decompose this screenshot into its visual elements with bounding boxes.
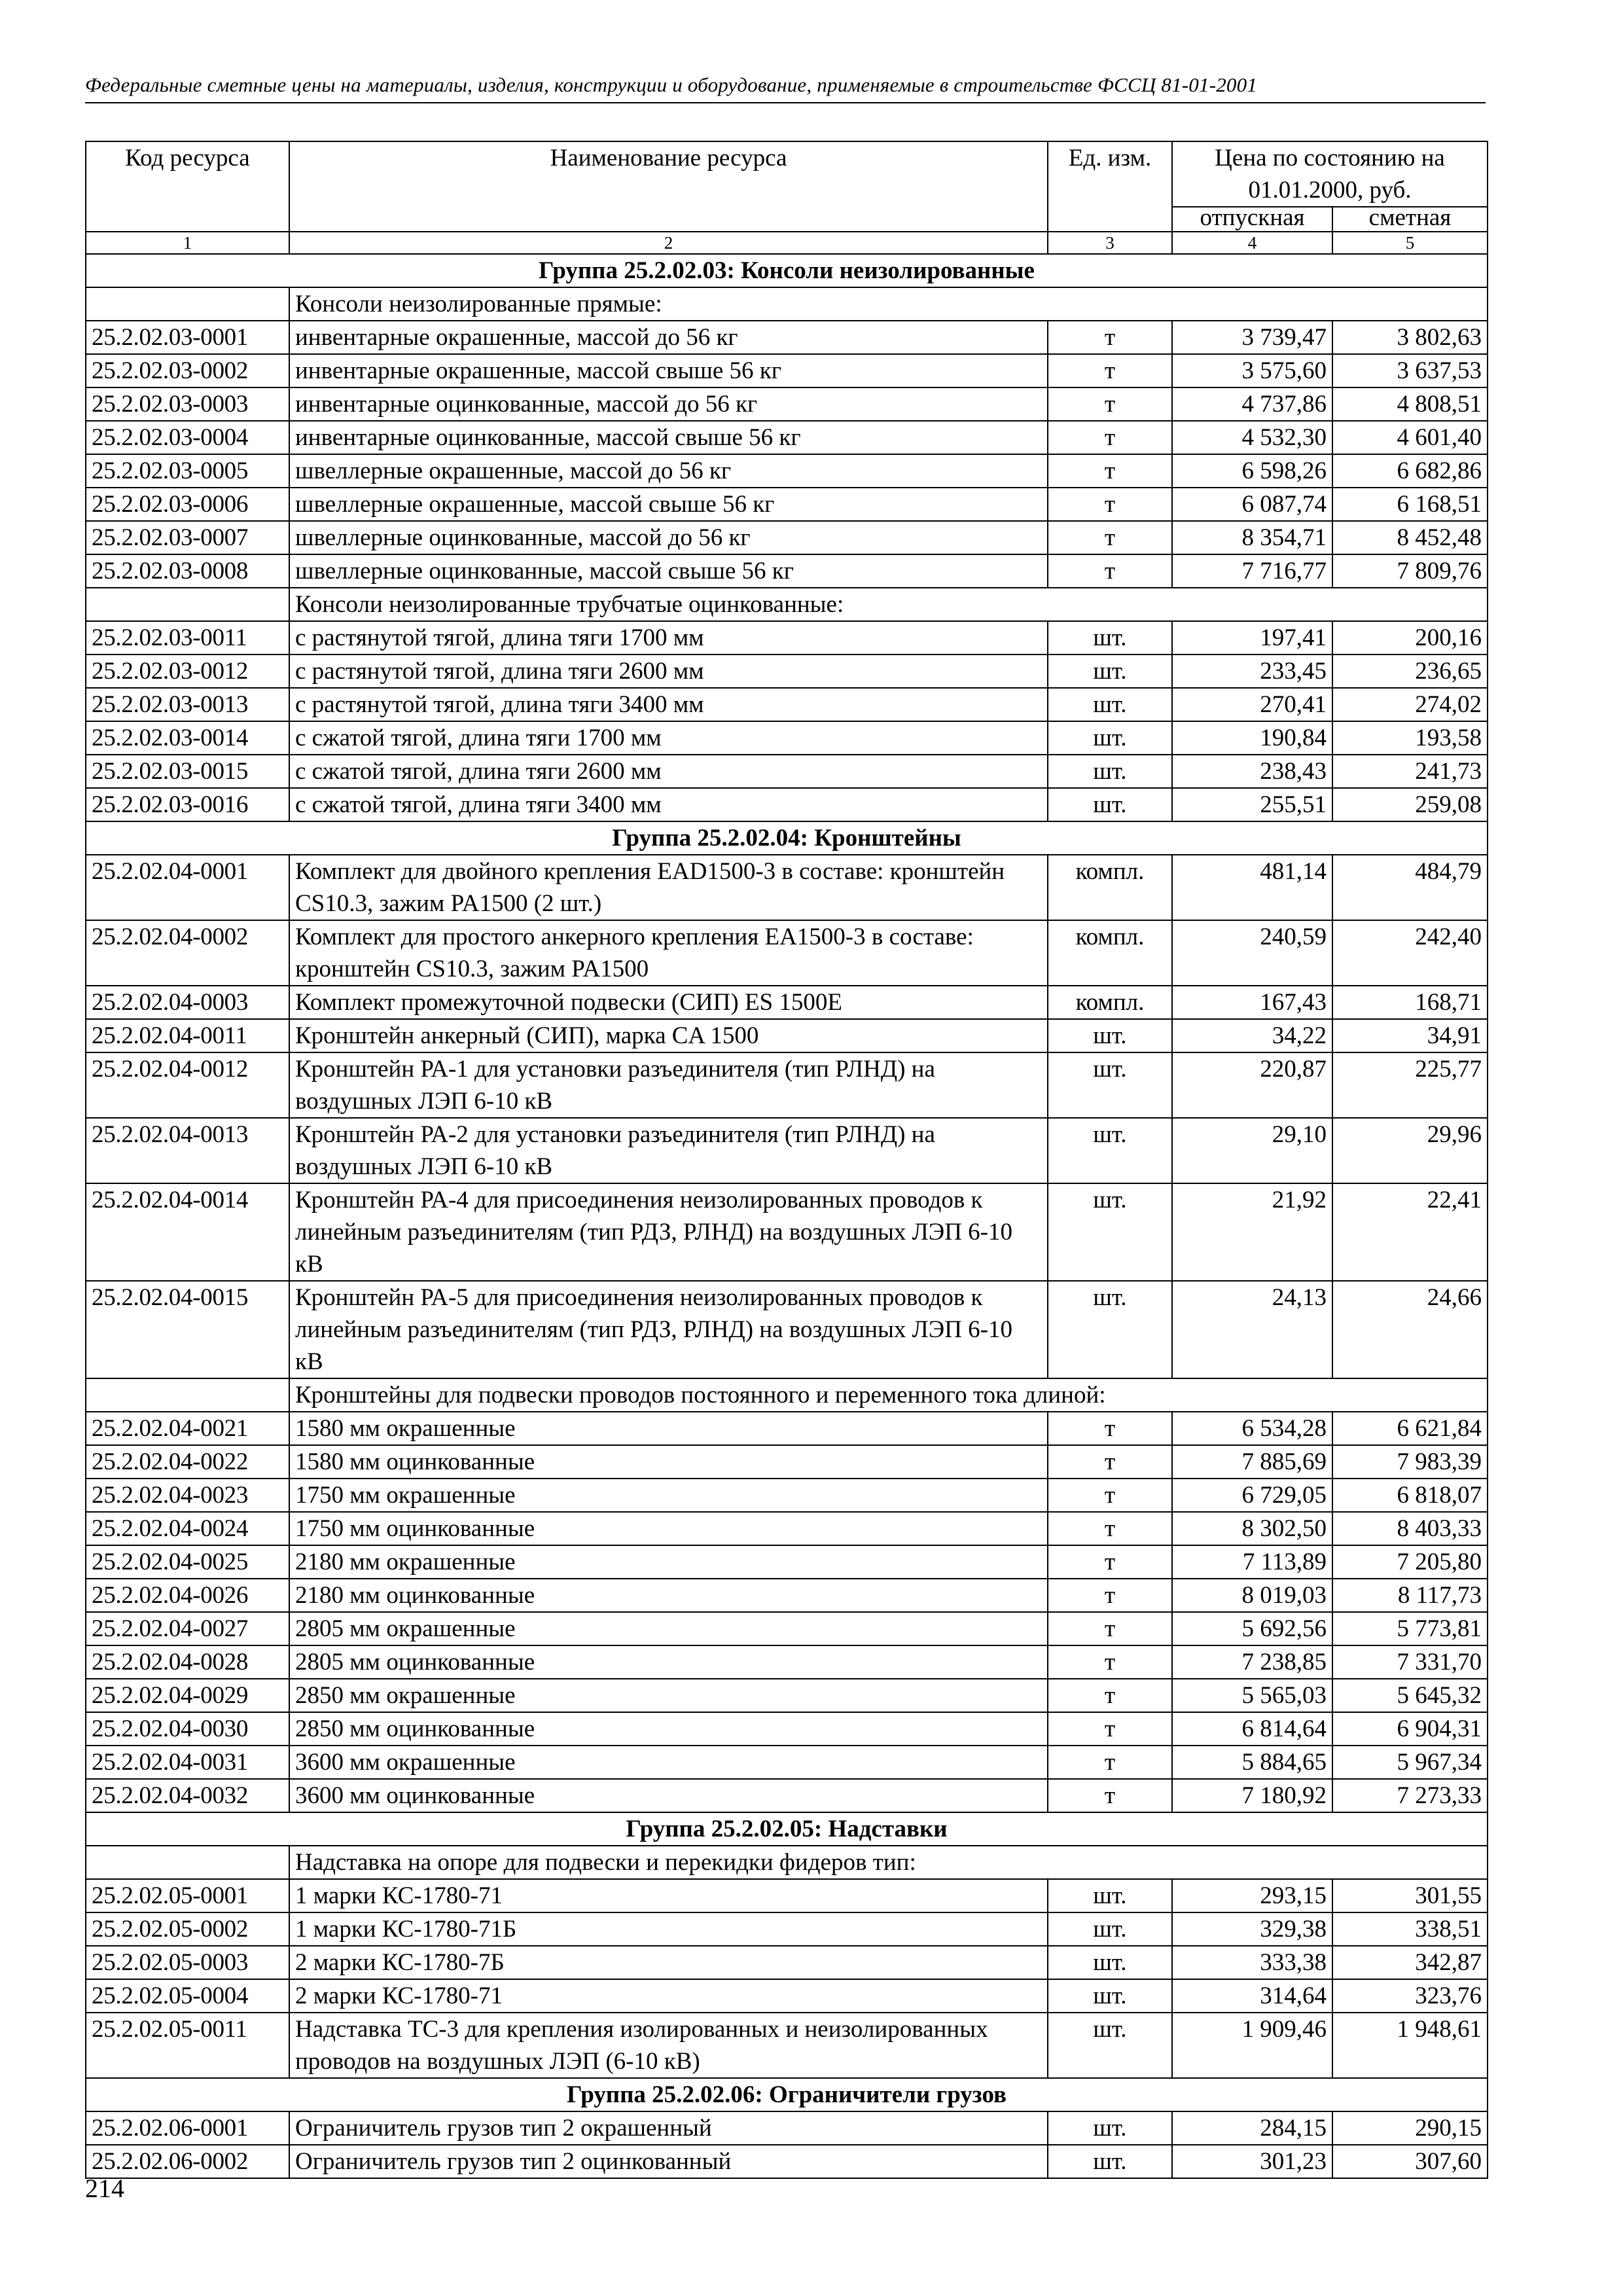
estimate-price: 225,77 [1332, 1052, 1488, 1118]
table-row [86, 920, 1488, 986]
estimate-price: 290,15 [1332, 2111, 1488, 2145]
estimate-price: 301,55 [1332, 1879, 1488, 1912]
table-row [86, 1912, 1488, 1946]
resource-code: 25.2.02.04-0027 [86, 1612, 289, 1645]
release-price: 481,14 [1172, 855, 1332, 920]
estimate-price: 24,66 [1332, 1281, 1488, 1378]
unit-cell: шт. [1048, 2013, 1172, 2078]
estimate-price: 259,08 [1332, 788, 1488, 821]
release-price: 293,15 [1172, 1879, 1332, 1912]
group-row [86, 2078, 1488, 2111]
table-row [86, 321, 1488, 354]
group-row [86, 254, 1488, 287]
estimate-price: 241,73 [1332, 755, 1488, 788]
unit-cell: шт. [1048, 1912, 1172, 1946]
estimate-price: 7 331,70 [1332, 1645, 1488, 1679]
unit-cell: шт. [1048, 721, 1172, 755]
resource-name: швеллерные оцинкованные, массой свыше 56 кг [289, 554, 1048, 588]
resource-code: 25.2.02.04-0023 [86, 1479, 289, 1512]
resource-name: 2 марки КС-1780-71 [289, 1979, 1048, 2013]
col-number-2: 2 [289, 232, 1048, 254]
resource-name: 2805 мм оцинкованные [289, 1645, 1048, 1679]
release-price: 220,87 [1172, 1052, 1332, 1118]
subheading-text: Кронштейны для подвески проводов постоянного и переменного тока длиной: [289, 1378, 1488, 1412]
estimate-price: 7 205,80 [1332, 1545, 1488, 1579]
unit-cell: шт. [1048, 621, 1172, 655]
release-price: 1 909,46 [1172, 2013, 1332, 2078]
release-price: 7 885,69 [1172, 1445, 1332, 1479]
col-number-4: 4 [1172, 232, 1332, 254]
release-price: 5 565,03 [1172, 1679, 1332, 1712]
table-row [86, 1612, 1488, 1645]
header-rule [85, 102, 1486, 103]
col-header-release: отпускная [1172, 207, 1332, 232]
estimate-price: 5 967,34 [1332, 1746, 1488, 1779]
table-body [86, 254, 1488, 2178]
resource-name: 1580 мм окрашенные [289, 1412, 1048, 1445]
release-price: 6 729,05 [1172, 1479, 1332, 1512]
resource-name: 2850 мм оцинкованные [289, 1712, 1048, 1746]
estimate-price: 8 403,33 [1332, 1512, 1488, 1545]
resource-name: Комплект промежуточной подвески (СИП) ES 1500E [289, 986, 1048, 1019]
unit-cell: т [1048, 488, 1172, 521]
release-price: 8 302,50 [1172, 1512, 1332, 1545]
table-row [86, 1445, 1488, 1479]
release-price: 3 575,60 [1172, 354, 1332, 387]
table-row [86, 454, 1488, 488]
table-row [86, 1579, 1488, 1612]
table-row [86, 1712, 1488, 1746]
subheading-row [86, 1846, 1488, 1879]
resource-code: 25.2.02.04-0028 [86, 1645, 289, 1679]
estimate-price: 6 818,07 [1332, 1479, 1488, 1512]
unit-cell: т [1048, 354, 1172, 387]
resource-name: Кронштейн РА-5 для присоединения неизолированных проводов к линейным разъединителям (тип РДЗ, РЛНД) на воздушных ЛЭП 6-10 кВ [289, 1281, 1048, 1378]
resource-code: 25.2.02.04-0032 [86, 1779, 289, 1812]
release-price: 3 739,47 [1172, 321, 1332, 354]
resource-name: с сжатой тягой, длина тяги 1700 мм [289, 721, 1048, 755]
subheading-row [86, 588, 1488, 621]
unit-cell: т [1048, 1679, 1172, 1712]
release-price: 7 238,85 [1172, 1645, 1332, 1679]
col-number-3: 3 [1048, 232, 1172, 254]
table-row [86, 1052, 1488, 1118]
resource-code: 25.2.02.04-0013 [86, 1118, 289, 1183]
estimate-price: 307,60 [1332, 2145, 1488, 2178]
resource-code: 25.2.02.04-0030 [86, 1712, 289, 1746]
release-price: 238,43 [1172, 755, 1332, 788]
resource-name: 2850 мм окрашенные [289, 1679, 1048, 1712]
subheading-row [86, 1378, 1488, 1412]
estimate-price: 484,79 [1332, 855, 1488, 920]
table-row [86, 688, 1488, 721]
group-row [86, 821, 1488, 855]
release-price: 34,22 [1172, 1019, 1332, 1052]
release-price: 233,45 [1172, 655, 1332, 688]
resource-name: 2180 мм оцинкованные [289, 1579, 1048, 1612]
unit-cell: т [1048, 1612, 1172, 1645]
resource-code: 25.2.02.04-0025 [86, 1545, 289, 1579]
unit-cell: шт. [1048, 2145, 1172, 2178]
unit-cell: т [1048, 1779, 1172, 1812]
col-header-name: Наименование ресурса [289, 141, 1048, 232]
resource-name: швеллерные оцинкованные, массой до 56 кг [289, 521, 1048, 554]
page-number: 214 [85, 2174, 124, 2203]
resource-name: Кронштейн РА-1 для установки разъединителя (тип РЛНД) на воздушных ЛЭП 6-10 кВ [289, 1052, 1048, 1118]
subheading-code-cell [86, 1846, 289, 1879]
resource-name: 3600 мм окрашенные [289, 1746, 1048, 1779]
subheading-code-cell [86, 588, 289, 621]
release-price: 5 884,65 [1172, 1746, 1332, 1779]
resource-code: 25.2.02.04-0015 [86, 1281, 289, 1378]
resource-code: 25.2.02.05-0003 [86, 1946, 289, 1979]
resource-code: 25.2.02.03-0016 [86, 788, 289, 821]
resource-name: Кронштейн анкерный (СИП), марка CA 1500 [289, 1019, 1048, 1052]
resource-code: 25.2.02.03-0013 [86, 688, 289, 721]
release-price: 29,10 [1172, 1118, 1332, 1183]
price-table [85, 141, 1488, 2179]
table-row [86, 755, 1488, 788]
table-row [86, 1479, 1488, 1512]
resource-code: 25.2.02.03-0002 [86, 354, 289, 387]
resource-code: 25.2.02.04-0026 [86, 1579, 289, 1612]
subheading-text: Консоли неизолированные трубчатые оцинкованные: [289, 588, 1488, 621]
estimate-price: 3 802,63 [1332, 321, 1488, 354]
release-price: 4 532,30 [1172, 421, 1332, 454]
resource-name: инвентарные оцинкованные, массой до 56 кг [289, 387, 1048, 421]
estimate-price: 7 983,39 [1332, 1445, 1488, 1479]
estimate-price: 1 948,61 [1332, 2013, 1488, 2078]
estimate-price: 242,40 [1332, 920, 1488, 986]
resource-code: 25.2.02.04-0031 [86, 1746, 289, 1779]
table-row [86, 655, 1488, 688]
table-row [86, 1645, 1488, 1679]
group-row [86, 1812, 1488, 1846]
unit-cell: шт. [1048, 1879, 1172, 1912]
resource-name: 2805 мм окрашенные [289, 1612, 1048, 1645]
estimate-price: 3 637,53 [1332, 354, 1488, 387]
group-title: Группа 25.2.02.05: Надставки [86, 1812, 1488, 1846]
estimate-price: 323,76 [1332, 1979, 1488, 2013]
table-row [86, 1412, 1488, 1445]
release-price: 21,92 [1172, 1183, 1332, 1281]
unit-cell: шт. [1048, 788, 1172, 821]
resource-code: 25.2.02.04-0022 [86, 1445, 289, 1479]
resource-code: 25.2.02.03-0003 [86, 387, 289, 421]
table-row [86, 1746, 1488, 1779]
estimate-price: 6 621,84 [1332, 1412, 1488, 1445]
table-row [86, 554, 1488, 588]
resource-name: Кронштейн РА-4 для присоединения неизолированных проводов к линейным разъединителям (тип РДЗ, РЛНД) на воздушных ЛЭП 6-10 кВ [289, 1183, 1048, 1281]
resource-name: 2 марки КС-1780-7Б [289, 1946, 1048, 1979]
table-row [86, 621, 1488, 655]
resource-name: инвентарные окрашенные, массой свыше 56 кг [289, 354, 1048, 387]
estimate-price: 7 273,33 [1332, 1779, 1488, 1812]
release-price: 240,59 [1172, 920, 1332, 986]
release-price: 8 354,71 [1172, 521, 1332, 554]
group-title: Группа 25.2.02.04: Кронштейны [86, 821, 1488, 855]
resource-name: 1 марки КС-1780-71Б [289, 1912, 1048, 1946]
estimate-price: 34,91 [1332, 1019, 1488, 1052]
resource-name: с растянутой тягой, длина тяги 3400 мм [289, 688, 1048, 721]
resource-code: 25.2.02.04-0024 [86, 1512, 289, 1545]
unit-cell: т [1048, 1445, 1172, 1479]
resource-code: 25.2.02.05-0002 [86, 1912, 289, 1946]
resource-code: 25.2.02.03-0004 [86, 421, 289, 454]
release-price: 314,64 [1172, 1979, 1332, 2013]
table-row [86, 1946, 1488, 1979]
unit-cell: шт. [1048, 1118, 1172, 1183]
col-number-5: 5 [1332, 232, 1488, 254]
estimate-price: 5 773,81 [1332, 1612, 1488, 1645]
resource-code: 25.2.02.06-0002 [86, 2145, 289, 2178]
page-header-title: Федеральные сметные цены на материалы, изделия, конструкции и оборудование, применяемые в строительстве ФССЦ 81-01-2001 [85, 73, 1258, 96]
table-row [86, 1118, 1488, 1183]
resource-name: 1750 мм оцинкованные [289, 1512, 1048, 1545]
resource-name: 1580 мм оцинкованные [289, 1445, 1048, 1479]
estimate-price: 5 645,32 [1332, 1679, 1488, 1712]
unit-cell: т [1048, 1479, 1172, 1512]
resource-name: 1750 мм окрашенные [289, 1479, 1048, 1512]
table-row [86, 986, 1488, 1019]
unit-cell: шт. [1048, 1281, 1172, 1378]
table-row [86, 2013, 1488, 2078]
subheading-row [86, 287, 1488, 321]
estimate-price: 236,65 [1332, 655, 1488, 688]
resource-code: 25.2.02.04-0029 [86, 1679, 289, 1712]
release-price: 270,41 [1172, 688, 1332, 721]
subheading-code-cell [86, 287, 289, 321]
unit-cell: компл. [1048, 986, 1172, 1019]
resource-code: 25.2.02.05-0011 [86, 2013, 289, 2078]
release-price: 6 814,64 [1172, 1712, 1332, 1746]
resource-code: 25.2.02.04-0001 [86, 855, 289, 920]
unit-cell: т [1048, 1545, 1172, 1579]
resource-code: 25.2.02.04-0021 [86, 1412, 289, 1445]
resource-code: 25.2.02.03-0008 [86, 554, 289, 588]
resource-name: Кронштейн РА-2 для установки разъединителя (тип РЛНД) на воздушных ЛЭП 6-10 кВ [289, 1118, 1048, 1183]
table-row [86, 788, 1488, 821]
release-price: 6 598,26 [1172, 454, 1332, 488]
resource-code: 25.2.02.03-0005 [86, 454, 289, 488]
resource-code: 25.2.02.04-0011 [86, 1019, 289, 1052]
estimate-price: 8 452,48 [1332, 521, 1488, 554]
col-header-estimate: сметная [1332, 207, 1488, 232]
release-price: 190,84 [1172, 721, 1332, 755]
unit-cell: шт. [1048, 2111, 1172, 2145]
resource-name: Ограничитель грузов тип 2 оцинкованный [289, 2145, 1048, 2178]
estimate-price: 193,58 [1332, 721, 1488, 755]
estimate-price: 338,51 [1332, 1912, 1488, 1946]
release-price: 7 113,89 [1172, 1545, 1332, 1579]
subheading-text: Надставка на опоре для подвески и перекидки фидеров тип: [289, 1846, 1488, 1879]
unit-cell: шт. [1048, 1946, 1172, 1979]
unit-cell: т [1048, 1512, 1172, 1545]
col-header-unit: Ед. изм. [1048, 141, 1172, 232]
release-price: 329,38 [1172, 1912, 1332, 1946]
unit-cell: шт. [1048, 755, 1172, 788]
table-row [86, 421, 1488, 454]
table-row [86, 521, 1488, 554]
resource-name: Комплект для двойного крепления EAD1500-3 в составе: кронштейн CS10.3, зажим PA1500 (2 шт.) [289, 855, 1048, 920]
resource-name: с сжатой тягой, длина тяги 3400 мм [289, 788, 1048, 821]
resource-name: с растянутой тягой, длина тяги 2600 мм [289, 655, 1048, 688]
table-row [86, 1183, 1488, 1281]
release-price: 8 019,03 [1172, 1579, 1332, 1612]
table-row [86, 488, 1488, 521]
unit-cell: шт. [1048, 1019, 1172, 1052]
unit-cell: т [1048, 521, 1172, 554]
resource-code: 25.2.02.06-0001 [86, 2111, 289, 2145]
group-title: Группа 25.2.02.06: Ограничители грузов [86, 2078, 1488, 2111]
resource-code: 25.2.02.04-0014 [86, 1183, 289, 1281]
resource-code: 25.2.02.03-0001 [86, 321, 289, 354]
release-price: 301,23 [1172, 2145, 1332, 2178]
release-price: 167,43 [1172, 986, 1332, 1019]
resource-name: 2180 мм окрашенные [289, 1545, 1048, 1579]
estimate-price: 342,87 [1332, 1946, 1488, 1979]
release-price: 333,38 [1172, 1946, 1332, 1979]
unit-cell: компл. [1048, 855, 1172, 920]
resource-name: Надставка ТС-3 для крепления изолированных и неизолированных проводов на воздушных ЛЭП (6-10 кВ) [289, 2013, 1048, 2078]
unit-cell: т [1048, 454, 1172, 488]
estimate-price: 168,71 [1332, 986, 1488, 1019]
resource-name: 1 марки КС-1780-71 [289, 1879, 1048, 1912]
resource-name: Комплект для простого анкерного крепления EA1500-3 в составе: кронштейн CS10.3, зажим PA1500 [289, 920, 1048, 986]
unit-cell: т [1048, 387, 1172, 421]
resource-name: Ограничитель грузов тип 2 окрашенный [289, 2111, 1048, 2145]
table-row [86, 1879, 1488, 1912]
estimate-price: 6 682,86 [1332, 454, 1488, 488]
estimate-price: 4 808,51 [1332, 387, 1488, 421]
table-row [86, 1545, 1488, 1579]
table-row [86, 1019, 1488, 1052]
resource-name: швеллерные окрашенные, массой свыше 56 кг [289, 488, 1048, 521]
subheading-code-cell [86, 1378, 289, 1412]
release-price: 255,51 [1172, 788, 1332, 821]
group-title: Группа 25.2.02.03: Консоли неизолированные [86, 254, 1488, 287]
estimate-price: 4 601,40 [1332, 421, 1488, 454]
release-price: 6 087,74 [1172, 488, 1332, 521]
release-price: 197,41 [1172, 621, 1332, 655]
table-row [86, 855, 1488, 920]
table-row [86, 1679, 1488, 1712]
unit-cell: компл. [1048, 920, 1172, 986]
estimate-price: 8 117,73 [1332, 1579, 1488, 1612]
release-price: 5 692,56 [1172, 1612, 1332, 1645]
table-row [86, 354, 1488, 387]
estimate-price: 200,16 [1332, 621, 1488, 655]
estimate-price: 274,02 [1332, 688, 1488, 721]
resource-code: 25.2.02.03-0012 [86, 655, 289, 688]
release-price: 6 534,28 [1172, 1412, 1332, 1445]
table-row [86, 2145, 1488, 2178]
unit-cell: шт. [1048, 655, 1172, 688]
release-price: 4 737,86 [1172, 387, 1332, 421]
release-price: 7 180,92 [1172, 1779, 1332, 1812]
unit-cell: т [1048, 554, 1172, 588]
unit-cell: т [1048, 1412, 1172, 1445]
estimate-price: 7 809,76 [1332, 554, 1488, 588]
resource-name: инвентарные оцинкованные, массой свыше 56 кг [289, 421, 1048, 454]
table-row [86, 1979, 1488, 2013]
release-price: 7 716,77 [1172, 554, 1332, 588]
subheading-text: Консоли неизолированные прямые: [289, 287, 1488, 321]
resource-name: 3600 мм оцинкованные [289, 1779, 1048, 1812]
col-header-price: Цена по состоянию на 01.01.2000, руб. [1172, 141, 1488, 207]
resource-code: 25.2.02.03-0011 [86, 621, 289, 655]
resource-code: 25.2.02.04-0002 [86, 920, 289, 986]
table-row [86, 721, 1488, 755]
unit-cell: т [1048, 1645, 1172, 1679]
release-price: 284,15 [1172, 2111, 1332, 2145]
unit-cell: шт. [1048, 1052, 1172, 1118]
release-price: 24,13 [1172, 1281, 1332, 1378]
table-row [86, 1512, 1488, 1545]
resource-code: 25.2.02.03-0014 [86, 721, 289, 755]
estimate-price: 29,96 [1332, 1118, 1488, 1183]
unit-cell: т [1048, 1712, 1172, 1746]
estimate-price: 22,41 [1332, 1183, 1488, 1281]
resource-code: 25.2.02.03-0006 [86, 488, 289, 521]
unit-cell: т [1048, 421, 1172, 454]
unit-cell: шт. [1048, 688, 1172, 721]
resource-code: 25.2.02.05-0004 [86, 1979, 289, 2013]
resource-name: с растянутой тягой, длина тяги 1700 мм [289, 621, 1048, 655]
resource-code: 25.2.02.04-0012 [86, 1052, 289, 1118]
resource-name: швеллерные окрашенные, массой до 56 кг [289, 454, 1048, 488]
unit-cell: шт. [1048, 1183, 1172, 1281]
resource-code: 25.2.02.03-0015 [86, 755, 289, 788]
resource-name: с сжатой тягой, длина тяги 2600 мм [289, 755, 1048, 788]
table-row [86, 1281, 1488, 1378]
col-number-1: 1 [86, 232, 289, 254]
unit-cell: т [1048, 1746, 1172, 1779]
estimate-price: 6 904,31 [1332, 1712, 1488, 1746]
col-header-code: Код ресурса [86, 141, 289, 232]
estimate-price: 6 168,51 [1332, 488, 1488, 521]
unit-cell: т [1048, 1579, 1172, 1612]
unit-cell: т [1048, 321, 1172, 354]
resource-code: 25.2.02.03-0007 [86, 521, 289, 554]
resource-code: 25.2.02.04-0003 [86, 986, 289, 1019]
resource-name: инвентарные окрашенные, массой до 56 кг [289, 321, 1048, 354]
unit-cell: шт. [1048, 1979, 1172, 2013]
resource-code: 25.2.02.05-0001 [86, 1879, 289, 1912]
table-row [86, 1779, 1488, 1812]
table-row [86, 2111, 1488, 2145]
table-row [86, 387, 1488, 421]
